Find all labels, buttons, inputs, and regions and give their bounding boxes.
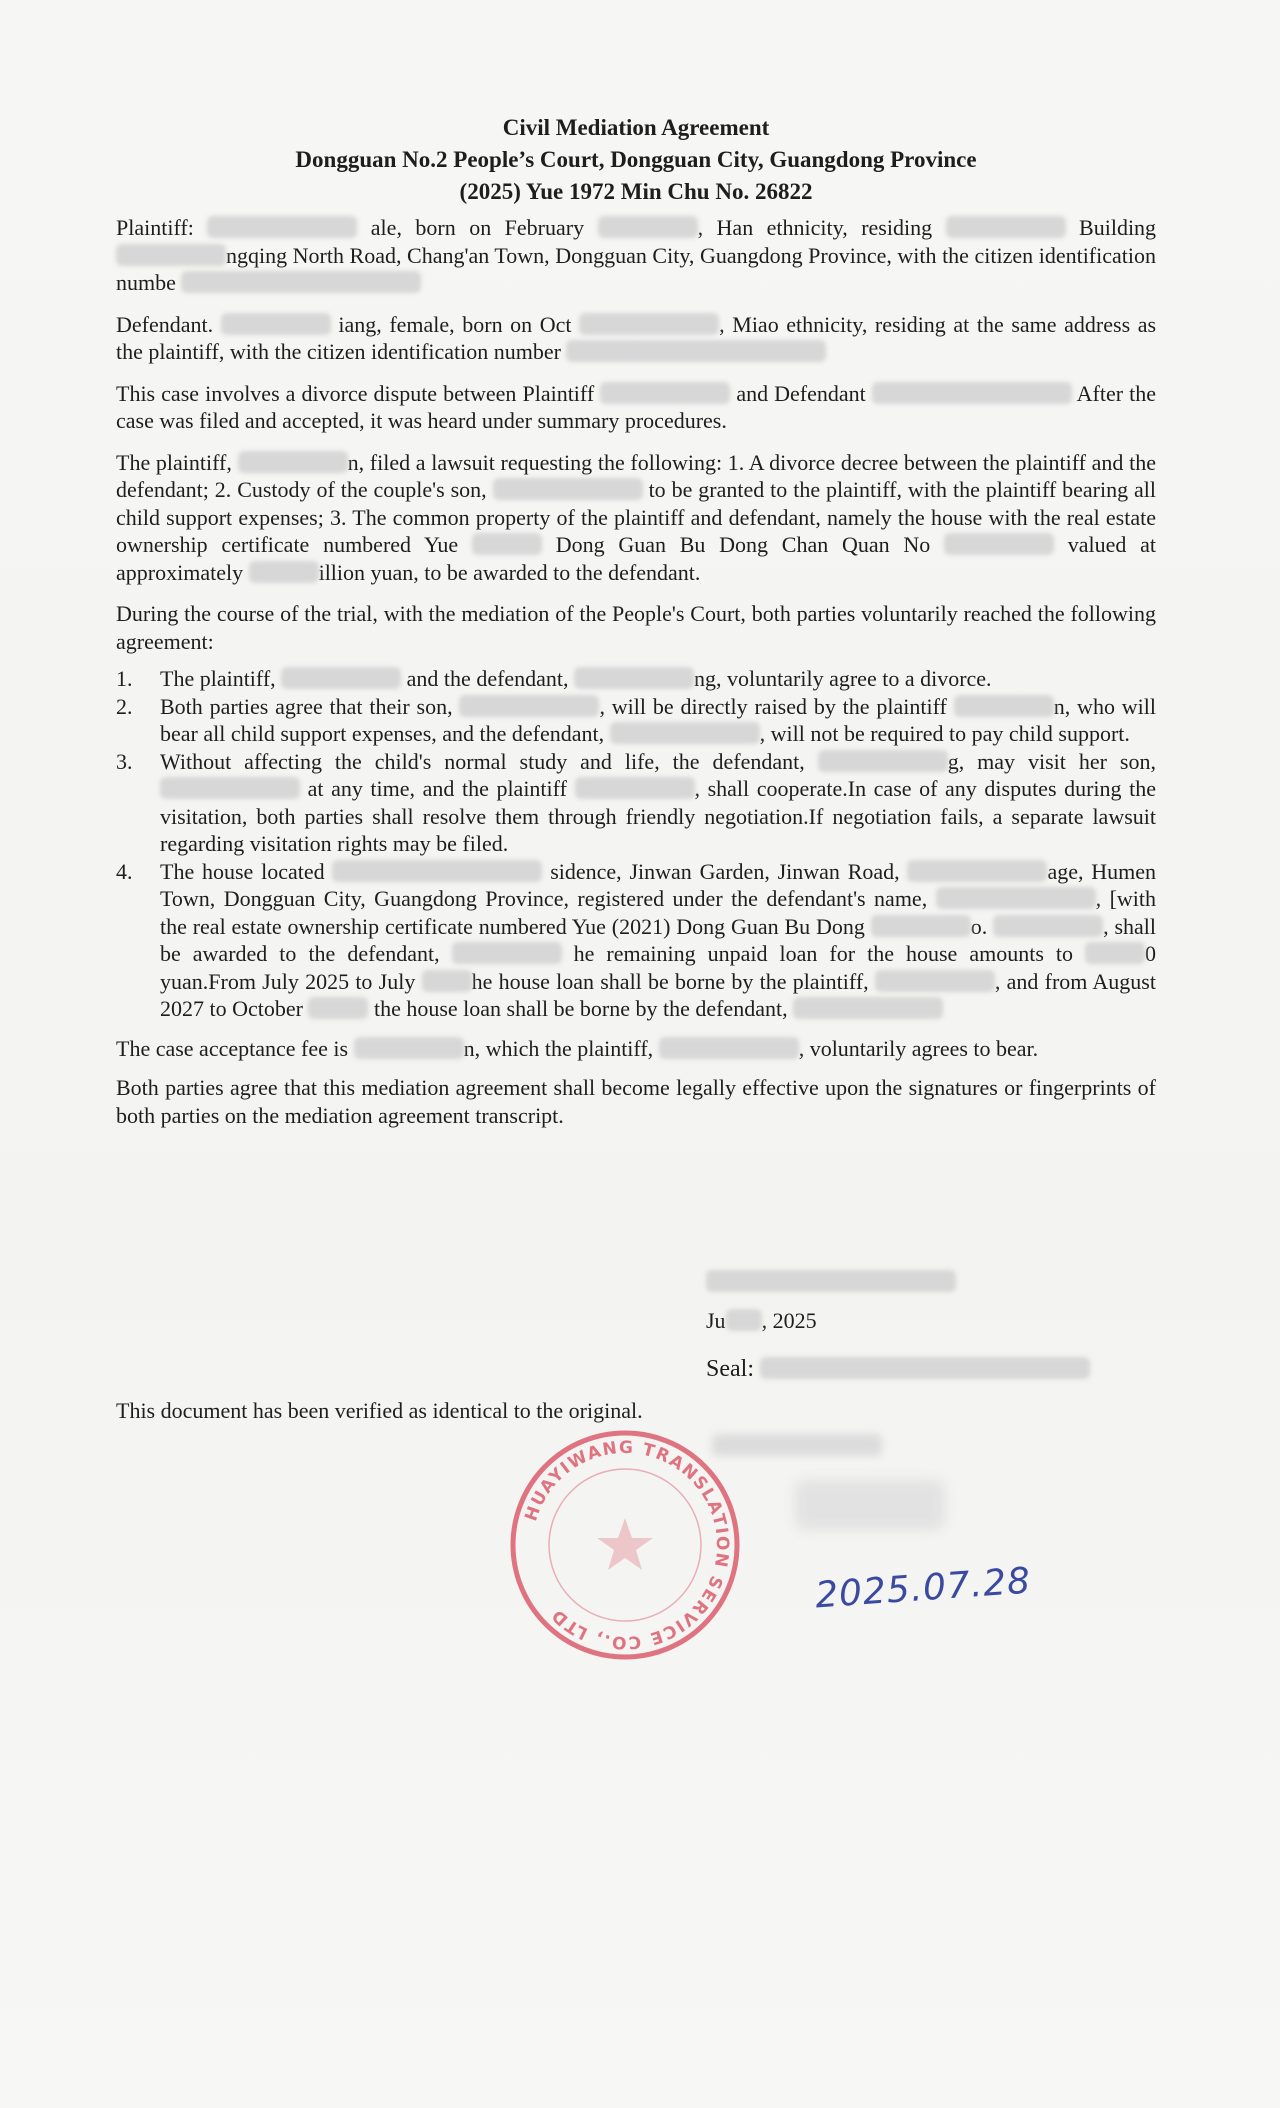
redaction	[871, 915, 971, 937]
redaction	[493, 478, 643, 500]
signature-redaction	[795, 1480, 945, 1530]
case-intro-paragraph: This case involves a divorce dispute between Plaintiff and Defendant After the case was filed and accepted, it was heard under summary procedures.	[116, 380, 1157, 433]
redaction	[944, 533, 1054, 555]
redaction	[459, 695, 599, 717]
redaction	[574, 667, 694, 689]
redaction	[452, 942, 562, 964]
redaction	[598, 216, 698, 238]
redaction	[659, 1037, 799, 1059]
mediation-intro: During the course of the trial, with the mediation of the People's Court, both parties voluntarily reached the following agreement:	[116, 601, 1156, 654]
redaction	[221, 313, 331, 335]
redaction	[875, 970, 995, 992]
redaction	[207, 216, 357, 238]
document-title: Civil Mediation Agreement	[502, 115, 770, 140]
case-number: (2025) Yue 1972 Min Chu No. 26822	[459, 179, 813, 204]
redaction	[954, 695, 1054, 717]
seal-line: Seal:	[706, 1354, 1090, 1384]
seal-text: HUAYIWANG TRANSLATION SERVICE CO., LTD	[521, 1437, 733, 1653]
agreement-item-1: 1. The plaintiff, and the defendant, ng, voluntarily agree to a divorce.	[116, 666, 992, 691]
redaction	[116, 244, 226, 266]
redaction	[610, 722, 760, 744]
redaction	[422, 970, 472, 992]
redaction	[238, 451, 348, 473]
redaction	[946, 216, 1066, 238]
redaction	[993, 915, 1103, 937]
redaction	[181, 271, 421, 293]
redaction	[907, 860, 1047, 882]
agreement-list	[116, 665, 1156, 1023]
redaction	[472, 533, 542, 555]
redaction	[726, 1309, 762, 1331]
verification-statement: This document has been verified as identical to the original.	[116, 1398, 643, 1423]
redaction	[308, 997, 368, 1019]
translation-company-seal	[500, 1420, 750, 1670]
court-name-redaction	[706, 1270, 956, 1292]
redaction	[160, 777, 300, 799]
effective-clause: Both parties agree that this mediation agreement shall become legally effective upon the signatures or fingerprints of both parties on the mediation agreement transcript.	[116, 1075, 1156, 1128]
redaction	[936, 887, 1096, 909]
seal-star	[597, 1518, 653, 1570]
agreement-item-2: 2. Both parties agree that their son, , will be directly raised by the plaintiff n, who will bear all child support expenses, and the defendant, , will not be required to pay child support.	[116, 693, 1157, 746]
signature-date: Ju , 2025	[706, 1308, 817, 1333]
redaction	[575, 777, 695, 799]
agreement-item-4: 4. The house located sidence, Jinwan Garden, Jinwan Road, age, Humen Town, Dongguan City, Guangdong Province, registered under the defendant's name, , [with the real estate ownership certificate numbered Yue (2021) Dong Guan Bu Dong o. , shall be awarded to the defendant, he remaining unpaid loan for the house amounts to 0 yuan.From July 2025 to July he house loan shall be borne by the plaintiff, , and from August 2027 to October the house loan shall be borne by the defendant,	[116, 858, 1157, 1021]
fee-paragraph: The case acceptance fee is n, which the plaintiff, , voluntarily agrees to bear.	[116, 1035, 1039, 1061]
redaction	[332, 860, 542, 882]
redaction	[566, 340, 826, 362]
signature-block	[706, 1270, 1090, 1384]
redaction	[354, 1037, 464, 1059]
agreement-item-3: 3. Without affecting the child's normal study and life, the defendant, g, may visit her son, at any time, and the plaintiff , shall cooperate.In case of any disputes during the visitation, both parties shall resolve them through friendly negotiation.If negotiation fails, a separate lawsuit regarding visitation rights may be filed.	[116, 748, 1157, 856]
redaction	[793, 997, 943, 1019]
redaction	[1085, 942, 1145, 964]
redaction	[760, 1357, 1090, 1379]
redaction	[818, 750, 948, 772]
document-body	[116, 112, 1156, 1129]
redaction	[249, 561, 319, 583]
court-name: Dongguan No.2 People’s Court, Dongguan City, Guangdong Province	[295, 147, 977, 172]
handwritten-date: 2025.07.28	[813, 1560, 1033, 1617]
redaction	[579, 313, 719, 335]
defendant-paragraph: Defendant. iang, female, born on Oct , Miao ethnicity, residing at the same address as the plaintiff, with the citizen identification number	[116, 311, 1157, 364]
redaction	[600, 382, 730, 404]
document-header	[116, 112, 1156, 208]
claims-paragraph: The plaintiff, n, filed a lawsuit requesting the following: 1. A divorce decree between the plaintiff and the defendant; 2. Custody of the couple's son, to be granted to the plaintiff, with the plaintiff bearing all child support expenses; 3. The common property of the plaintiff and defendant, namely the house with the real estate ownership certificate numbered Yue Dong Guan Bu Dong Chan Quan No valued at approximately illion yuan, to be awarded to the defendant.	[116, 449, 1157, 585]
redaction	[872, 382, 1072, 404]
plaintiff-paragraph: Plaintiff: ale, born on February , Han ethnicity, residing Building ngqing North Road, Chang'an Town, Dongguan City, Guangdong Province, with the citizen identification numbe	[116, 215, 1157, 295]
redaction	[281, 667, 401, 689]
